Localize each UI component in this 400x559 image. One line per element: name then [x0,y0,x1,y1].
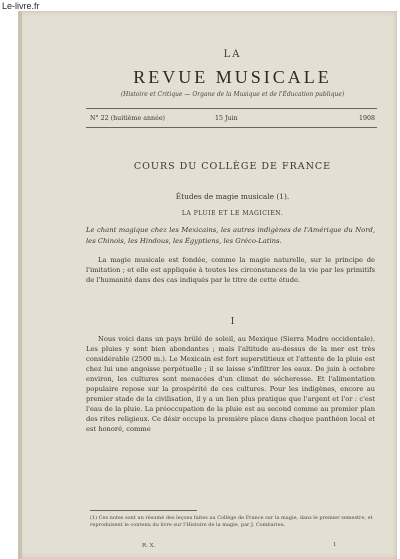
top-rule [86,108,377,109]
article-summary: Le chant magique chez les Mexicains, les autres indigènes de l'Amérique du Nord, les Chinois, les Hindous, les Égyptiens, les Gréco-Latins. [86,226,375,245]
masthead-subtitle: (Histoire et Critique — Organe de la Musique et de l'Éducation publique) [120,91,345,98]
article-subtitle: LA PLUIE ET LE MAGICIEN. [181,210,284,217]
footnote-rule [90,510,197,511]
page-number: 1 [333,542,337,548]
footnote: (1) Ces notes sont un résumé des leçons faites au Collège de France sur la magie, dans le premier semestre, et reproduisent le contenu du livre sur l'Histoire de la magie, par J. Combarieu. [90,515,373,528]
document-page [18,11,397,559]
section-heading: COURS DU COLLÈGE DE FRANCE [133,161,332,172]
signature: R. X. [142,543,156,549]
page-gutter [18,11,22,559]
article-title: Études de magie musicale (1). [175,192,290,201]
watermark: Le-livre.fr [2,1,40,11]
bottom-rule [86,127,377,128]
issue-number: N° 22 (huitième année) [90,115,165,122]
intro-paragraph: La magie musicale est fondée, comme la magie naturelle, sur le principe de l'imitation ; et elle est appliquée à toutes les circonstances de la vie par les primitifs de l'humanité dans des cas indiqués par le titre de cette étude. [86,256,375,284]
section-numeral: I [230,317,235,327]
issue-year: 1908 [358,115,375,122]
issue-date: 15 Juin [215,115,238,122]
masthead-la: LA [223,49,242,60]
body-paragraph: Nous voici dans un pays brûlé de soleil, au Mexique (Sierra Madre occidentale). Les pluies y sont bien abondantes ; mais l'altitude au-dessus de la mer est très considérable (2500 m.). Le Mexicain est fort superstitieux et l'attente de la pluie est chez lui une angoisse perpétuelle ; il se laisse s'infiltrer les eaux. De juin à octobre environ, les cultures sont menacées d'un climat de sécheresse. Et l'alimentation populaire repose sur la prospérité de ces cultures. Pour les indigènes, encore au premier stade de la civilisation, il y a un lien plus pratique que l'argent et l'or : c'est l'eau de la pluie. La préoccupation de la pluie est au second comme au premier plan des rites religieux. Ce désir occupe la première place dans chaque panthéon local et est honoré, comme [86,335,375,433]
masthead-title: REVUE MUSICALE [133,67,332,87]
